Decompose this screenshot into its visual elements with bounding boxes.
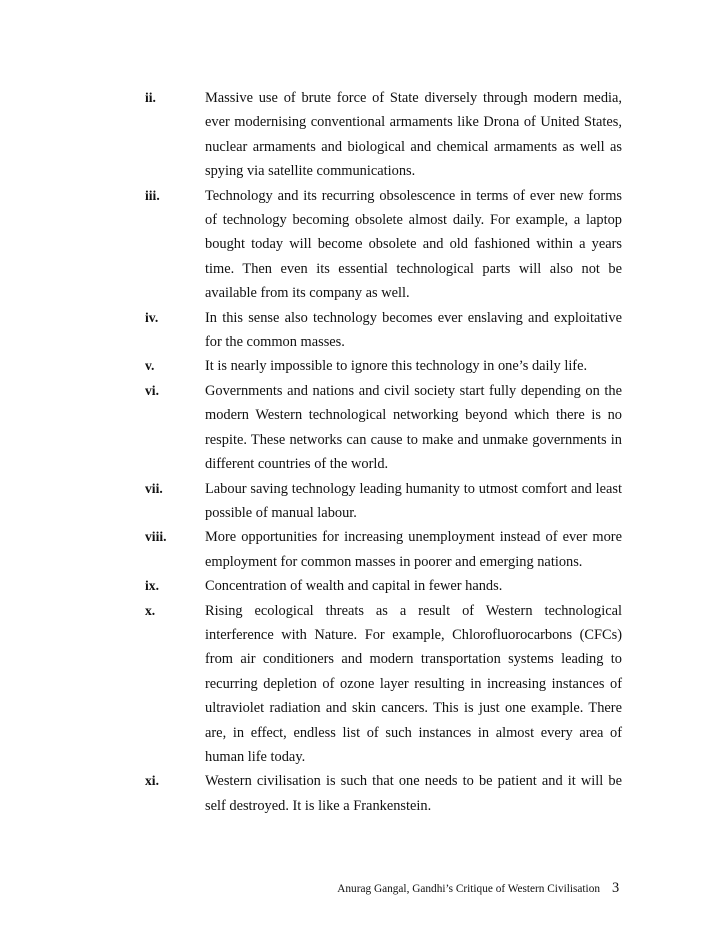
list-item-text: Western civilisation is such that one needs to be patient and it will be self destroyed. It is like a Frankenstein. <box>205 773 622 814</box>
list-item-text: Rising ecological threats as a result of Western technological interference with Nature. For example, Chlorofluorocarbons (CFCs) from air conditioners and modern transportation systems leading to recurring depletion of ozone layer resulting in increasing instances of ultraviolet radiation and skin cancers. This is just one example. There are, in effect, endless list of such instances in almost every area of human life today. <box>205 602 622 765</box>
list-item <box>145 306 622 355</box>
list-item-text: More opportunities for increasing unemployment instead of ever more employment for common masses in poorer and emerging nations. <box>205 529 622 570</box>
list-item-text: In this sense also technology becomes ever enslaving and exploitative for the common masses. <box>205 309 622 351</box>
page-number: 3 <box>612 880 620 896</box>
list-marker: x. <box>145 602 156 618</box>
list-marker: ix. <box>145 578 159 594</box>
list-item <box>145 477 622 526</box>
list-item <box>145 574 622 598</box>
list-item <box>145 525 622 574</box>
list-marker: viii. <box>145 529 167 545</box>
list-item-text: Concentration of wealth and capital in fewer hands. <box>205 578 503 595</box>
list-marker: vii. <box>145 480 163 496</box>
list-item <box>145 184 622 306</box>
list-item-text: It is nearly impossible to ignore this technology in one’s daily life. <box>205 358 588 375</box>
list-item-text: Governments and nations and civil society start fully depending on the modern Western technological networking beyond which there is no respite. These networks can cause to make and unmake governments in different countries of the world. <box>205 382 622 473</box>
list-item-text: Massive use of brute force of State diversely through modern media, ever modernising conventional armaments like Drona of United States, nuclear armaments and biological and chemical armaments as well as spying via satellite communications. <box>205 90 622 180</box>
list-item <box>145 354 622 378</box>
list-item <box>145 86 622 184</box>
list-item <box>145 599 622 770</box>
list-item <box>145 379 622 477</box>
page-footer <box>0 882 728 902</box>
list-marker: vi. <box>145 382 159 398</box>
numbered-list <box>145 86 622 818</box>
list-marker: xi. <box>145 773 159 789</box>
list-item-text: Labour saving technology leading humanity to utmost comfort and least possible of manual labour. <box>205 480 622 521</box>
list-marker: v. <box>145 358 155 374</box>
list-marker: ii. <box>145 90 156 105</box>
list-item <box>145 769 622 818</box>
list-marker: iii. <box>145 187 160 203</box>
footer-citation: Anurag Gangal, Gandhi’s Critique of Western Civilisation <box>337 883 600 895</box>
list-marker: iv. <box>145 309 159 325</box>
list-item-text: Technology and its recurring obsolescence in terms of ever new forms of technology becoming obsolete almost daily. For example, a laptop bought today will become obsolete and old fashioned within a years time. Then even its essential technological parts will also not be available from its company as well. <box>205 187 622 302</box>
